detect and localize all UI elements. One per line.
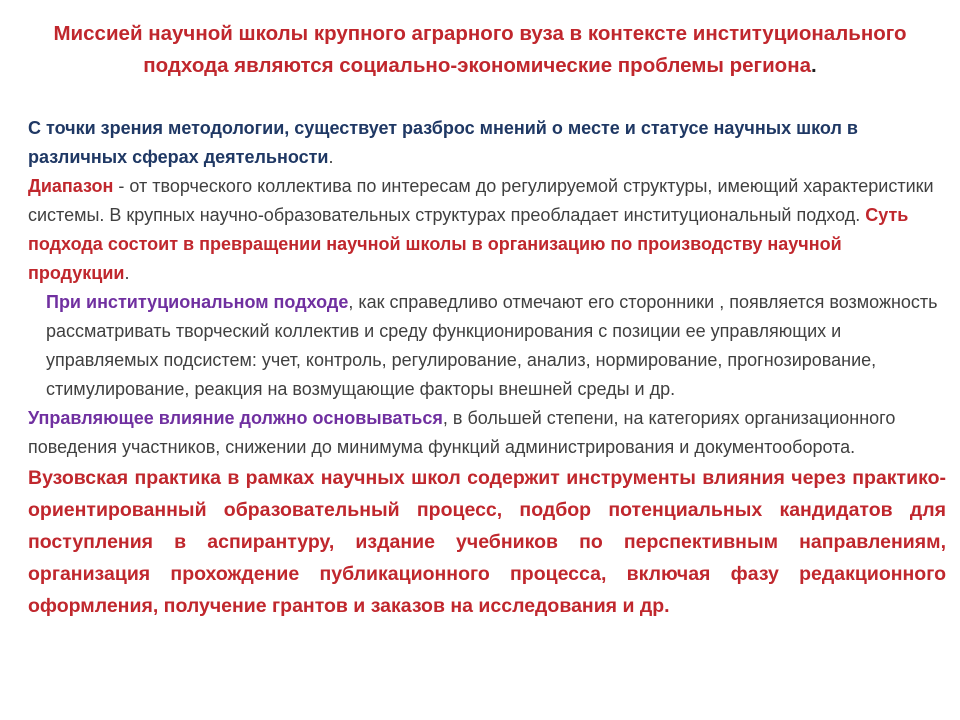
paragraph-institutional bbox=[28, 288, 946, 404]
institutional-text: , как справедливо отмечают его сторонники , появляется возможность рассматривать творческий коллектив и среду функционирования с позиции ее управляющих и управляемых подсистем: учет, контроль, регулирование, анализ, нормирование, прогнозирование, стимулирование, реакция на возмущающие факторы внешней среды и др. bbox=[46, 292, 938, 399]
range-label: Диапазон bbox=[28, 176, 114, 196]
paragraph-practice bbox=[28, 462, 946, 622]
practice-text: Вузовская практика в рамках научных школ содержит инструменты влияния через практико-ориентированный образовательный процесс, подбор потенциальных кандидатов для поступления в аспирантуру, издание учебников по перспективным направлениям, организация прохождение публикационного процесса, включая фазу редакционного оформления, получение грантов и заказов на исследования и др. bbox=[28, 467, 946, 617]
range-text: - от творческого коллектива по интересам до регулируемой структуры, имеющий характеристики системы. В крупных научно-образовательных структурах преобладает институциональный подход. bbox=[28, 176, 934, 225]
influence-highlight: Управляющее влияние должно основываться bbox=[28, 408, 443, 428]
methodology-end: . bbox=[328, 147, 334, 167]
title-text: Миссией научной школы крупного аграрного вуза в контексте институционального подхода являются социально-экономические проблемы региона bbox=[53, 22, 907, 77]
paragraph-range bbox=[28, 172, 946, 288]
range-end: . bbox=[124, 263, 130, 283]
range-highlight: Суть подхода состоит в превращении научной школы в организацию по производству научной продукции bbox=[28, 205, 909, 283]
influence-text: , в большей степени, на категориях организационного поведения участников, снижении до минимума функций администрирования и документооборота. bbox=[28, 408, 896, 457]
paragraph-methodology bbox=[28, 114, 946, 172]
slide-body bbox=[28, 114, 946, 622]
methodology-highlight: С точки зрения методологии, существует разброс мнений о месте и статусе научных школ в различных сферах деятельности bbox=[28, 118, 858, 167]
paragraph-influence bbox=[28, 404, 946, 462]
slide-title bbox=[20, 18, 940, 82]
institutional-highlight: При институциональном подходе bbox=[46, 292, 349, 312]
title-period: . bbox=[811, 54, 817, 77]
